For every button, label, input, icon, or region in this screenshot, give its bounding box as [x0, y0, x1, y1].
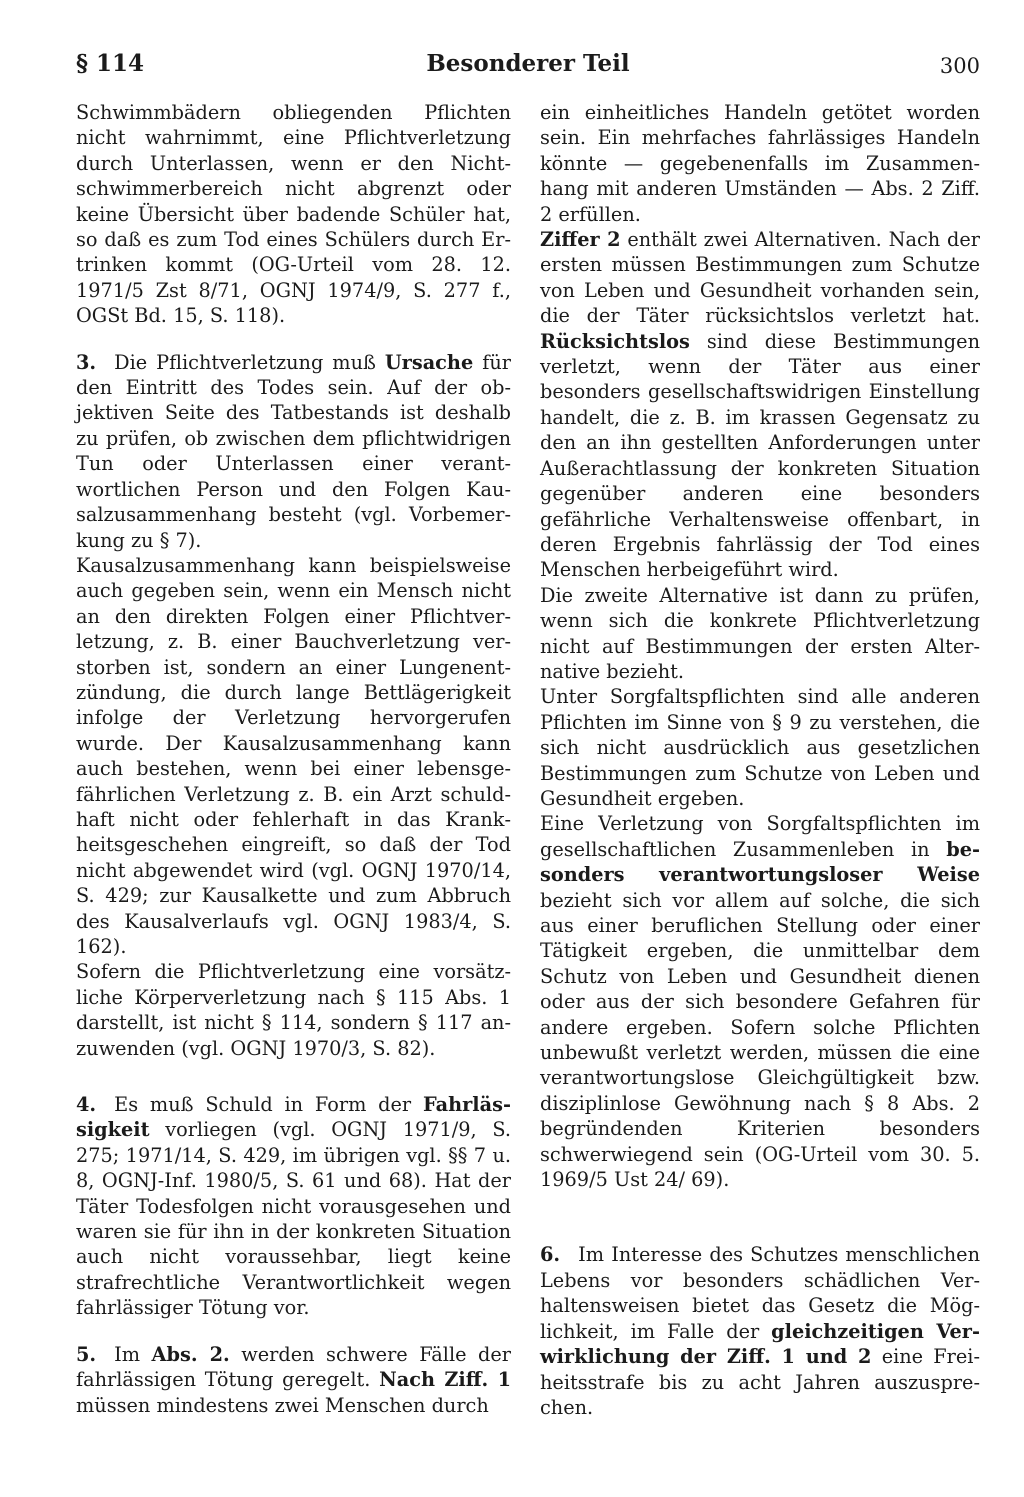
paragraph-number: 6.	[540, 1243, 561, 1267]
paragraph-6: 6. Im Interesse des Schutzes menschlichen Lebens vor besonders schädlichen Verhaltensweisen bietet das Gesetz die Möglichkeit, im Falle der gleichzeitigen Verwirklichung der Ziff. 1 und 2 eine Freiheitsstrafe bis zu acht Jahren auszusprechen.	[540, 1243, 980, 1419]
keyword-ursache: Ursache	[384, 350, 474, 374]
page-title: Besonderer Teil	[426, 50, 630, 77]
paragraph-5-continuation: ein einheitliches Handeln getötet worden sein. Ein mehrfaches fahrlässiges Handeln könnte — gegebenenfalls im Zusammenhang mit anderen Umständen — Abs. 2 Ziff. 2 erfüllen.	[540, 101, 980, 226]
left-column	[76, 100, 511, 1418]
paragraph-4: 4. Es muß Schuld in Form der Fahrlässigkeit vorliegen (vgl. OGNJ 1971/9, S. 275; 1971/14, S. 429, im übrigen vgl. §§ 7 u. 8, OGNJ-Inf. 1980/5, S. 61 und 68). Hat der Täter Todesfolgen nicht vorausgesehen und waren sie für ihn in der konkreten Situation auch nicht voraussehbar, liegt keine strafrechtliche Verantwortlichkeit wegen fahrlässiger Tötung vor.	[76, 1093, 511, 1320]
page-header	[76, 50, 980, 90]
keyword-ruecksichtslos: Rücksichtslos	[540, 329, 690, 353]
keyword-ziffer2: Ziffer 2	[540, 228, 621, 252]
keyword-abs2: Abs. 2.	[151, 1342, 230, 1366]
paragraph-zweite-alternative: Die zweite Alternative ist dann zu prüfen, wenn sich die konkrete Pflichtverletzung nicht auf Bestimmungen der ersten Alternative bezieht.	[540, 583, 980, 683]
paragraph-continuation: Schwimmbädern obliegenden Pflichten nicht wahrnimmt, eine Pflichtverletzung durch Unterlassen, wenn er den Nichtschwimmerbereich nicht abgrenzt oder keine Übersicht über badende Schüler hat, so daß es zum Tod eines Schülers durch Ertrinken kommt (OG-Urteil vom 28. 12. 1971/5 Zst 8/71, OGNJ 1974/9, S. 277 f., OGSt Bd. 15, S. 118).	[76, 101, 511, 328]
paragraph-5: 5. Im Abs. 2. werden schwere Fälle der fahrlässigen Tötung geregelt. Nach Ziff. 1 müssen mindestens zwei Menschen durch	[76, 1342, 511, 1417]
page-number: 300	[939, 54, 980, 78]
paragraph-sorgfaltspflichten: Unter Sorgfaltspflichten sind alle anderen Pflichten im Sinne von § 9 zu verstehen, die sich nicht ausdrücklich aus gesetzlichen Bestimmungen zum Schutze von Leben und Gesundheit ergeben.	[540, 685, 980, 810]
keyword-ziff1: Nach Ziff. 1	[379, 1368, 511, 1392]
keyword-fahrlaessigkeit: Fahrlässigkeit	[76, 1093, 511, 1142]
paragraph-number: 3.	[76, 350, 97, 374]
right-column	[540, 100, 980, 1420]
paragraph-3: 3. Die Pflichtverletzung muß Ursache für den Eintritt des Todes sein. Auf der objektiven Seite des Tatbestands ist deshalb zu prüfen, ob zwischen dem pflichtwidrigen Tun oder Unterlassen einer verantwortlichen Person und den Folgen Kausalzusammenhang besteht (vgl. Vorbemerkung zu § 7).	[76, 350, 511, 552]
paragraph-ziffer-2: Ziffer 2 enthält zwei Alternativen. Nach der ersten müssen Bestimmungen zum Schutze von Leben und Gesundheit vorhanden sein, die der Täter rücksichtslos verletzt hat. Rücksichtslos sind diese Bestimmungen verletzt, wenn der Täter aus einer besonders gesellschaftswidrigen Einstellung handelt, die z. B. im krassen Gegensatz zu den an ihn gestellten Anforderungen unter Außerachtlassung der konkreten Situation gegenüber anderen eine besonders gefährliche Verhaltensweise offenbart, in deren Ergebnis fahrlässig der Tod eines Menschen herbeigeführt wird.	[540, 228, 980, 582]
paragraph-number: 4.	[76, 1093, 97, 1117]
paragraph-3-kausal: Kausalzusammenhang kann beispielsweise auch gegeben sein, wenn ein Mensch nicht an den direkten Folgen einer Pflichtverletzung, z. B. einer Bauchverletzung verstorben ist, sondern an einer Lungenentzündung, die durch lange Bettlägerigkeit infolge der Verletzung hervorgerufen wurde. Der Kausalzusammenhang kann auch bestehen, wenn bei einer lebensgefährlichen Verletzung z. B. ein Arzt schuldhaft nicht oder fehlerhaft in das Krankheitsgeschehen eingreift, so daß der Tod nicht abgewendet wird (vgl. OGNJ 1970/14, S. 429; zur Kausalkette und zum Abbruch des Kausalverlaufs vgl. OGNJ 1983/4, S. 162).	[76, 553, 511, 958]
keyword-gleichzeitig: gleichzeitigen Verwirklichung der Ziff. 1 und 2	[540, 1319, 980, 1369]
paragraph-verletzung: Eine Verletzung von Sorgfaltspflichten im gesellschaftlichen Zusammenleben in besonders verantwortungsloser Weise bezieht sich vor allem auf solche, die sich aus einer beruflichen Stellung oder einer Tätigkeit ergeben, die unmittelbar dem Schutz von Leben und Gesundheit dienen oder aus der sich besondere Gefahren für andere ergeben. Sofern solche Pflichten unbewußt verletzt werden, müssen die eine verantwortungslose Gleichgültigkeit bzw. disziplinlose Gewöhnung nach § 8 Abs. 2 begründenden Kriterien besonders schwerwiegend sein (OG-Urteil vom 30. 5. 1969/5 Ust 24/ 69).	[540, 812, 980, 1192]
keyword-verantwortungslos: besonders verantwortungsloser Weise	[540, 837, 980, 887]
section-number: § 114	[76, 50, 145, 77]
paragraph-3-sofern: Sofern die Pflichtverletzung eine vorsätzliche Körperverletzung nach § 115 Abs. 1 darstellt, ist nicht § 114, sondern § 117 anzuwenden (vgl. OGNJ 1970/3, S. 82).	[76, 960, 511, 1060]
paragraph-number: 5.	[76, 1342, 97, 1366]
